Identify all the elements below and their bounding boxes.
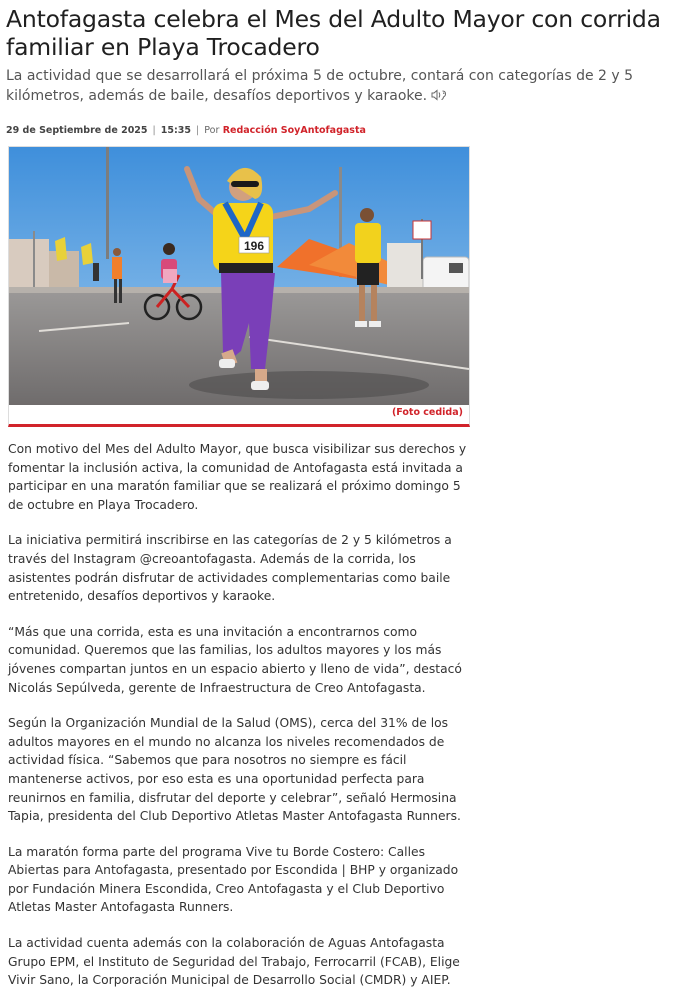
article-photo [9, 147, 469, 405]
paragraph: La actividad cuenta además con la colaboración de Aguas Antofagasta Grupo EPM, el Instituto de Seguridad del Trabajo, Ferrocarril (FCAB), Elige Vivir Sano, la Corporación Municipal de Desarrollo Social (CMDR) y AIEP. [8, 936, 460, 988]
article-body [8, 440, 470, 1007]
paragraph: La maratón forma parte del programa Vive tu Borde Costero: Calles Abiertas para Antofagasta, presentado por Escondida | BHP y organizado por Fundación Minera Escondida, Creo Antofagasta y el Club Deportivo Atletas Master Antofagasta Runners. [8, 844, 459, 915]
byline: 29 de Septiembre de 2025 | 15:35 | Por Redacción SoyAntofagasta [6, 125, 366, 136]
photo-caption: (Foto cedida) [391, 407, 463, 418]
paragraph: Con motivo del Mes del Adulto Mayor, que busca visibilizar sus derechos y fomentar la inclusión activa, la comunidad de Antofagasta está invitada a participar en una maratón familiar que se realizará el próximo domingo 5 de octubre en Playa Trocadero. [8, 442, 467, 512]
by-prefix: Por [204, 125, 220, 136]
runner-bib-number: 196 [243, 239, 265, 253]
publish-time: 15:35 [160, 125, 192, 136]
speaker-ear-icon[interactable] [431, 87, 447, 99]
article-title: Antofagasta celebra el Mes del Adulto Mayor con corrida familiar en Playa Trocadero [6, 5, 661, 61]
paragraph: Según la Organización Mundial de la Salud (OMS), cerca del 31% de los adultos mayores en el mundo no alcanza los niveles recomendados de actividad física. “Sabemos que para nosotros no siempre es fácil mantenerse activos, por eso esta es una oportunidad perfecta para reunirnos en familia, disfrutar del deporte y celebrar”, señaló Hermosina Tapia, presidenta del Club Deportivo Atletas Master Antofagasta Runners. [8, 716, 461, 824]
article-subtitle [6, 66, 694, 106]
paragraph: “Más que una corrida, esta es una invitación a encontrarnos como comunidad. Queremos que las familias, los adultos mayores y los más jóvenes compartan juntos en un espacio abierto y lleno de vida”, destacó Nicolás Sepúlveda, gerente de Infraestructura de Creo Antofagasta. [8, 624, 462, 695]
paragraph: La iniciativa permitirá inscribirse en las categorías de 2 y 5 kilómetros a través del Instagram @creoantofagasta. Además de la corrida, los asistentes podrán disfrutar de actividades complementarias como baile entretenido, desafíos deportivos y karaoke. [8, 533, 452, 604]
author-link[interactable]: Redacción SoyAntofagasta [222, 125, 366, 136]
subtitle-text: La actividad que se desarrollará el próxima 5 de octubre, contará con categorías de 2 y 5 kilómetros, además de baile, desafíos deportivos y karaoke. [6, 68, 634, 104]
publish-date: 29 de Septiembre de 2025 [6, 125, 148, 136]
article-figure [8, 146, 470, 427]
article [6, 0, 694, 988]
